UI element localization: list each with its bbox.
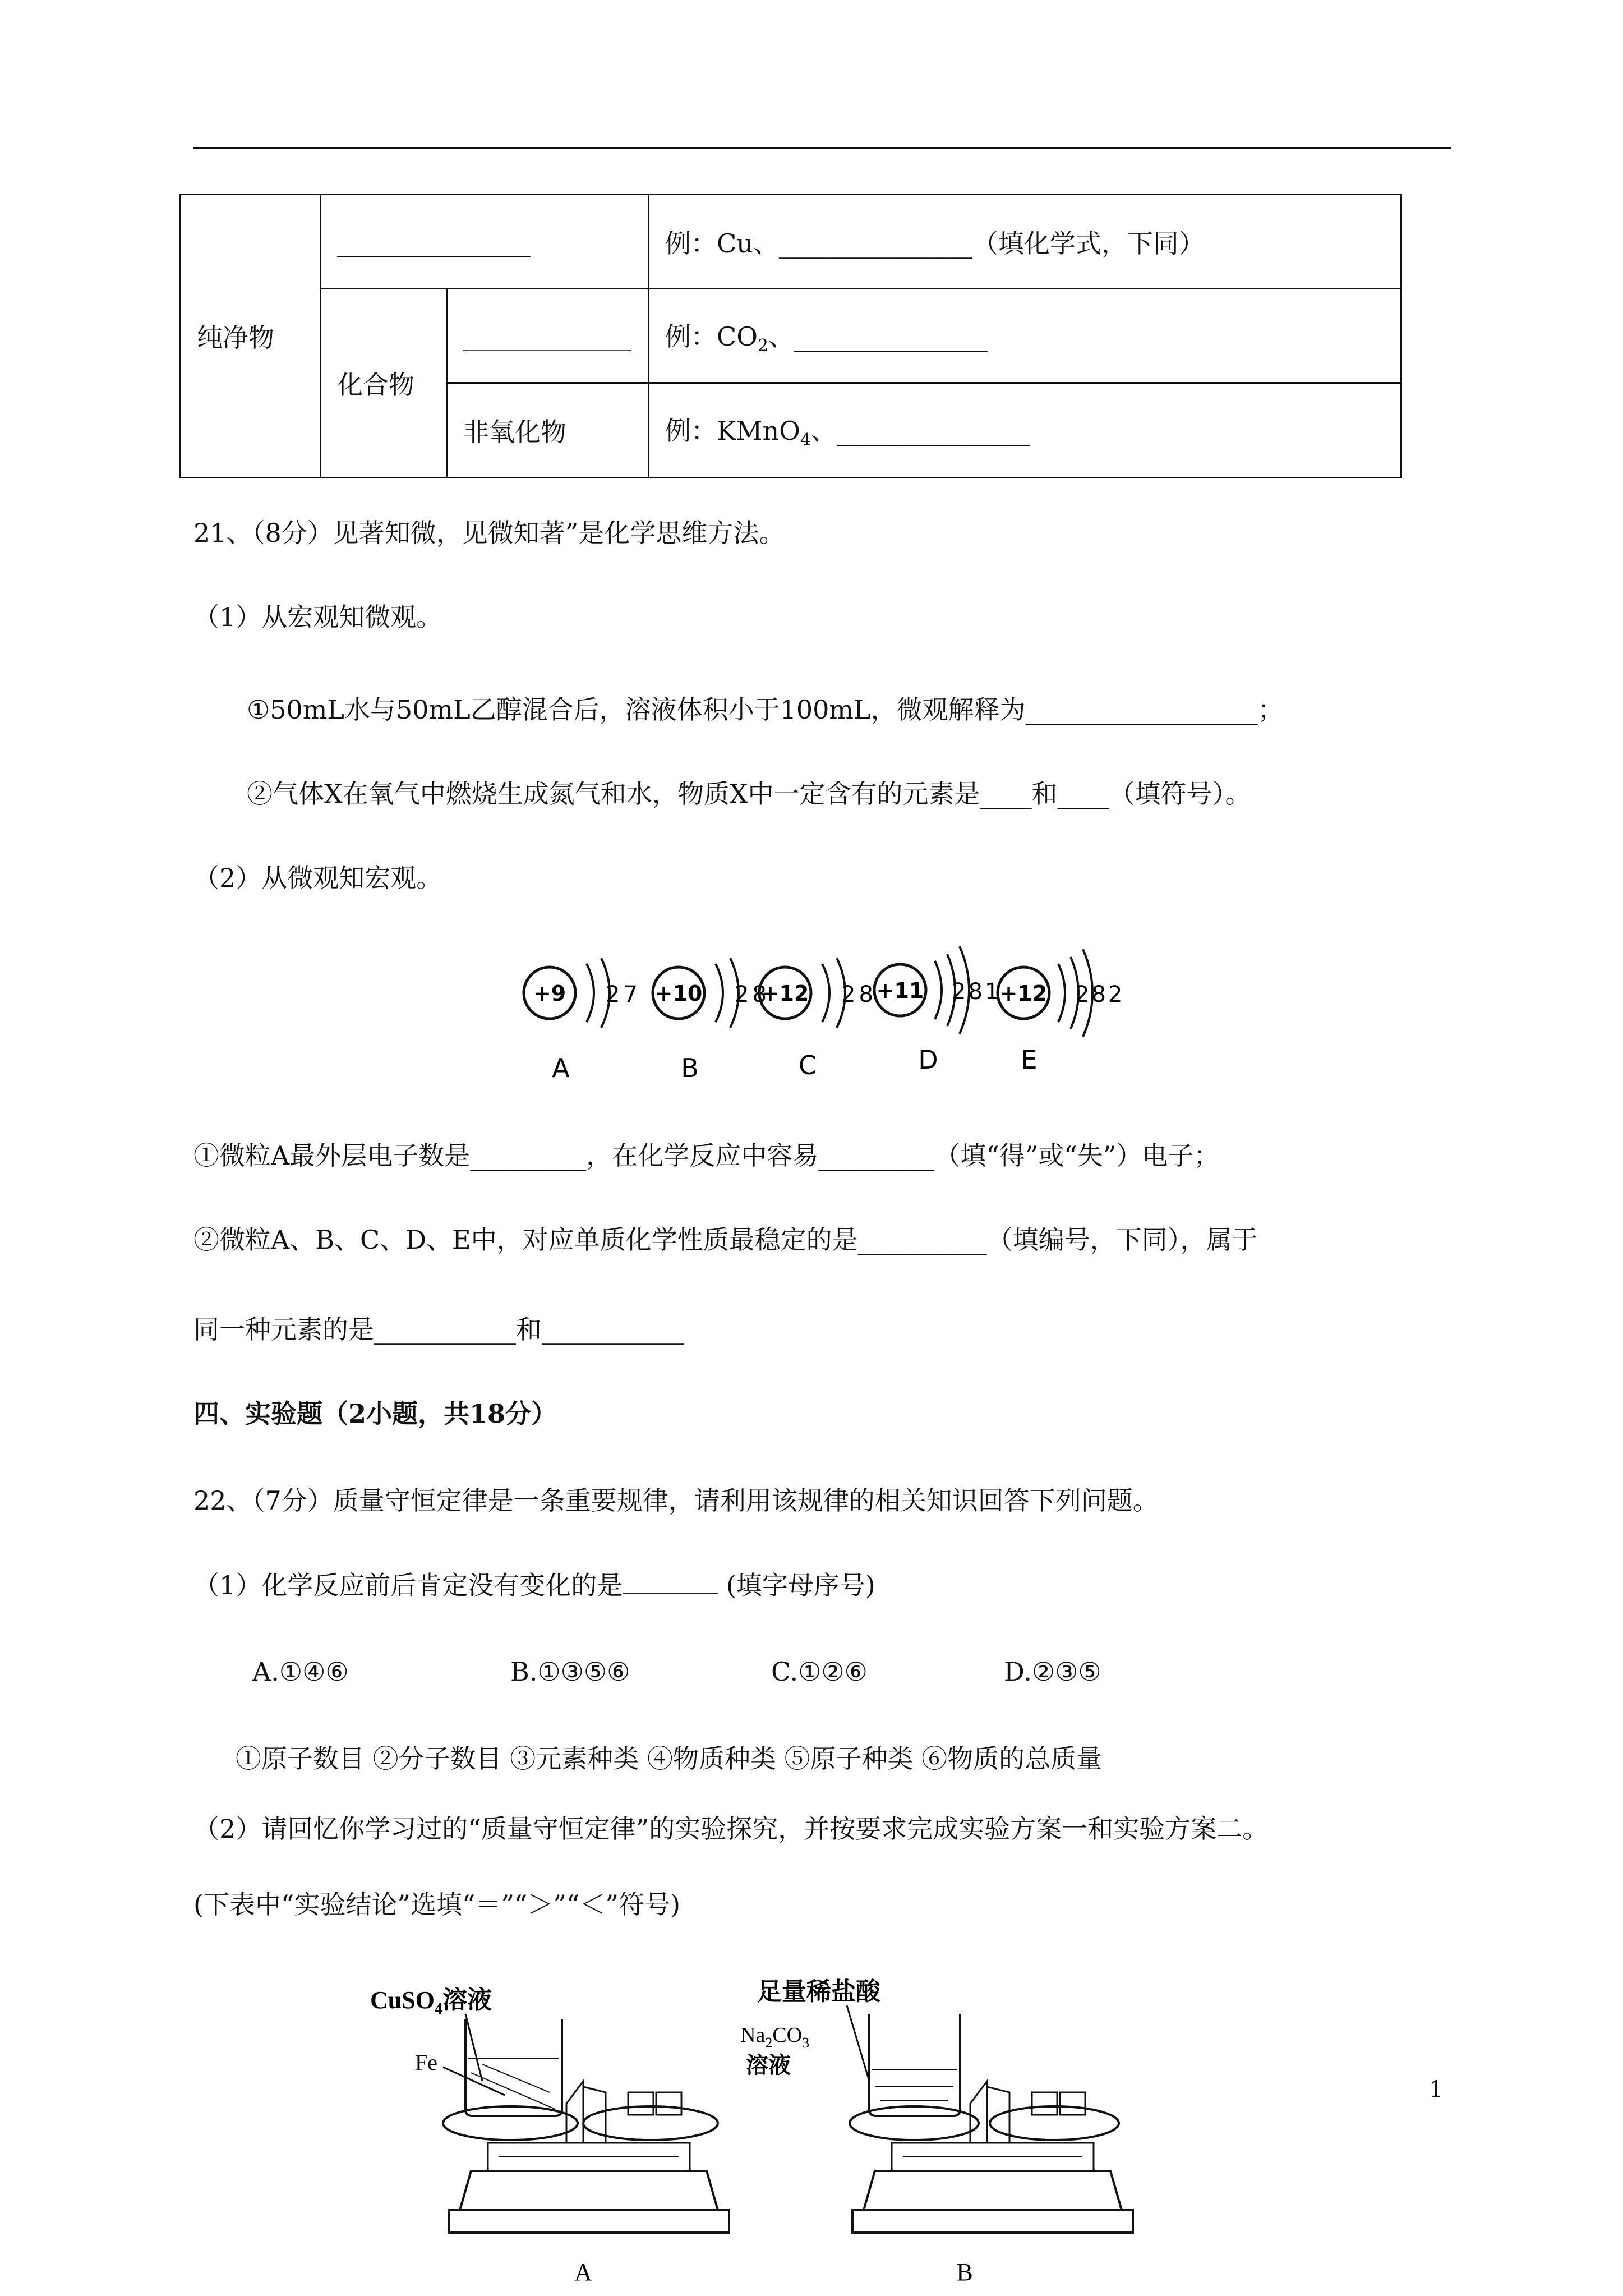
svg-text:282: 282 xyxy=(1075,982,1125,1007)
atom-a xyxy=(524,958,641,1083)
svg-text:A: A xyxy=(574,2258,592,2286)
row2-example-cell: 例：$CO_2$、_______________ xyxy=(649,289,1401,383)
svg-text:Na2CO3: $Na_2CO_3$ xyxy=(740,2023,810,2051)
q21-title: 21、（8分）见著知微，见微知著”是化学思维方法。 xyxy=(193,518,785,548)
svg-text:B: B xyxy=(956,2258,973,2286)
svg-text:D: D xyxy=(918,1045,938,1075)
svg-text:E: E xyxy=(1021,1045,1038,1075)
atom-d xyxy=(874,946,1001,1075)
page-number: 1 xyxy=(1429,2077,1444,2102)
header-rule xyxy=(193,147,1451,149)
svg-text:281: 281 xyxy=(952,979,1002,1005)
q21-part2: （2）从微观知宏观。 xyxy=(193,863,442,893)
svg-text:+12: +12 xyxy=(761,981,809,1006)
q22-note: (下表中“实验结论”选填“＝”“＞”“＜”符号) xyxy=(193,1889,681,1920)
q21-item3: ①微粒A最外层电子数是_________，在化学反应中容易_________（填“得”或“失”）电子； xyxy=(193,1140,1220,1171)
svg-text:+9: +9 xyxy=(533,981,566,1006)
atom-e xyxy=(998,949,1124,1075)
svg-text:28: 28 xyxy=(841,982,877,1007)
pure-substance-cell: 纯净物 xyxy=(181,195,321,478)
row3-example-cell: 例：KMnO$_4$、_______________ xyxy=(649,383,1401,478)
svg-text:溶液: 溶液 xyxy=(746,2053,791,2078)
q21-item4: ②微粒A、B、C、D、E中，对应单质化学性质最稳定的是__________（填编号，下同），属于 xyxy=(193,1225,1258,1255)
svg-text:C: C xyxy=(798,1050,817,1080)
svg-text:Fe: Fe xyxy=(415,2050,437,2075)
q22-option-d: D.②③⑤ xyxy=(1004,1657,1101,1687)
q21-part1: （1）从宏观知微观。 xyxy=(193,602,442,632)
row1-example-cell: 例：Cu、_______________（填化学式，下同） xyxy=(649,195,1401,289)
q22-option-a: A.①④⑥ xyxy=(252,1657,349,1687)
atom-b xyxy=(653,958,770,1083)
q22-part2: （2）请回忆你学习过的“质量守恒定律”的实验探究，并按要求完成实验方案一和实验方案二。 xyxy=(193,1814,1269,1844)
svg-text:B: B xyxy=(681,1053,699,1083)
compound-cell: 化合物 xyxy=(321,289,447,478)
atomic-structure-diagrams xyxy=(505,926,1125,1094)
q21-item5: 同一种元素的是___________和___________ xyxy=(193,1314,684,1345)
svg-text:28: 28 xyxy=(735,982,770,1007)
svg-text:27: 27 xyxy=(606,982,641,1007)
figure-a-balance xyxy=(370,1986,729,2286)
section4-title: 四、实验题（2小题，共18分） xyxy=(193,1398,557,1429)
svg-text:A: A xyxy=(552,1053,570,1083)
svg-text:CuSO4溶液: CuSO$_4$溶液 xyxy=(370,1986,492,2018)
q22-part1: （1）化学反应前后肯定没有变化的是 (填字母序号) xyxy=(193,1568,875,1602)
q21-item1: ①50mL水与50mL乙醇混合后，溶液体积小于100mL，微观解释为__________________； xyxy=(247,694,1284,725)
svg-text:+11: +11 xyxy=(876,978,924,1003)
svg-text:+10: +10 xyxy=(654,981,703,1006)
balance-apparatus-figures xyxy=(359,1975,1144,2289)
q22-option-c: C.①②⑥ xyxy=(771,1657,868,1687)
svg-text:足量稀盐酸: 足量稀盐酸 xyxy=(757,1978,880,2005)
svg-text:+12: +12 xyxy=(999,981,1048,1006)
q22-option-b: B.①③⑤⑥ xyxy=(510,1657,630,1687)
non-oxide-cell: 非氧化物 xyxy=(447,383,649,478)
row1-blank-cell: _______________ xyxy=(321,195,649,289)
atom-c xyxy=(759,958,877,1080)
q22-title: 22、（7分）质量守恒定律是一条重要规律，请利用该规律的相关知识回答下列问题。 xyxy=(193,1485,1159,1516)
q21-item2: ②气体X在氧气中燃烧生成氮气和水，物质X中一定含有的元素是____和____（填符号）。 xyxy=(247,779,1251,809)
figure-b-balance xyxy=(740,1978,1133,2286)
q22-list: ①原子数目 ②分子数目 ③元素种类 ④物质种类 ⑤原子种类 ⑥物质的总质量 xyxy=(236,1743,1103,1774)
classification-table xyxy=(179,194,1402,478)
row2-blank-cell: _____________ xyxy=(447,289,649,383)
